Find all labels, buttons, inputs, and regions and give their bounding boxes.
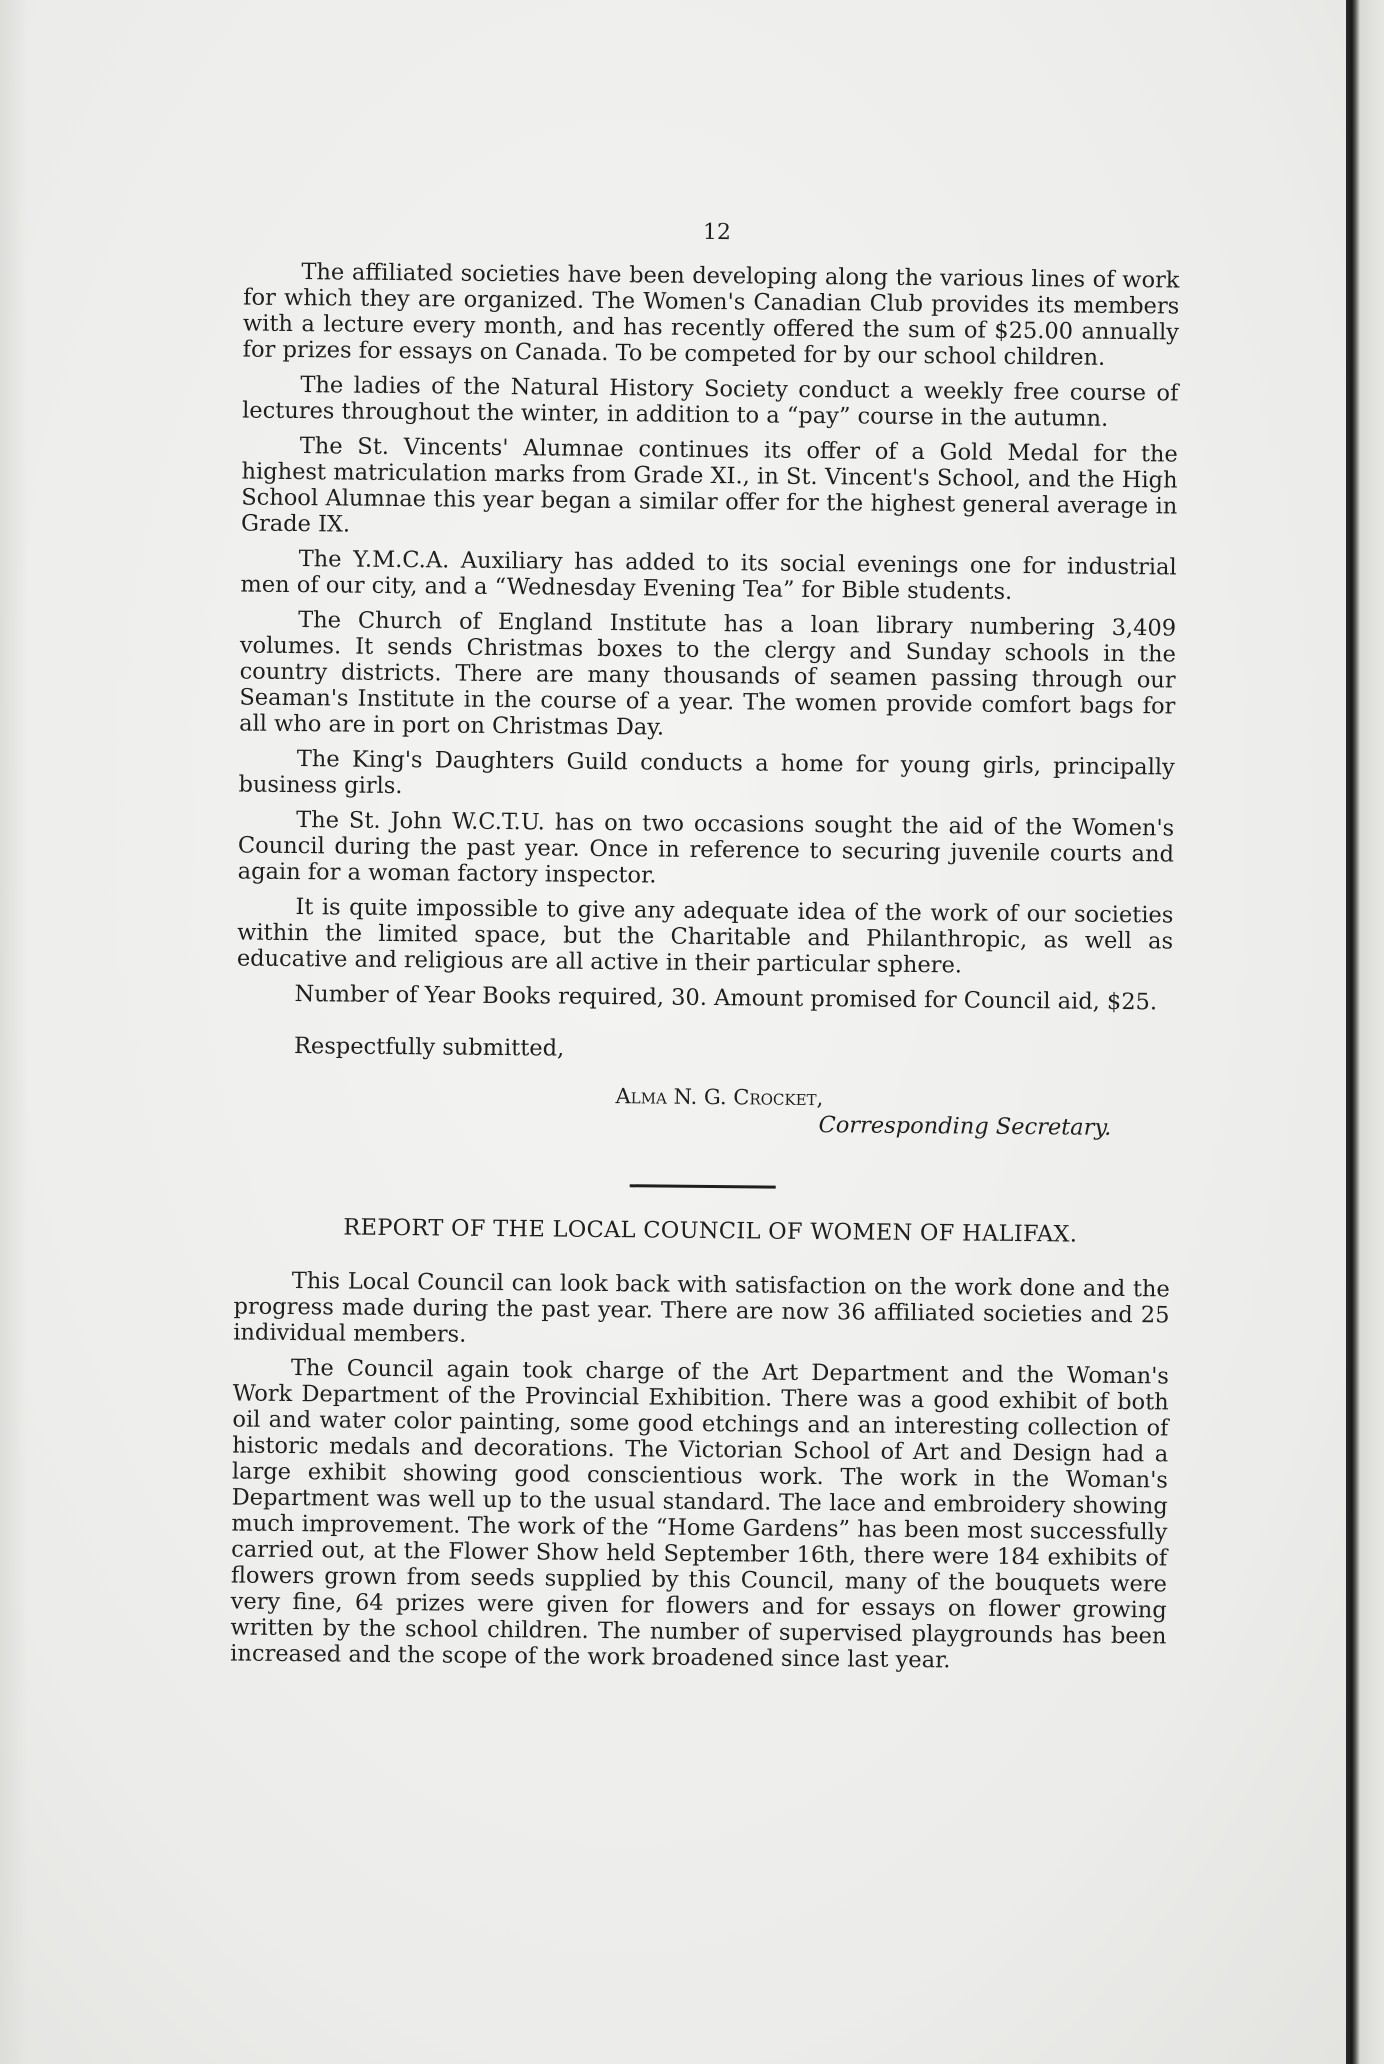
section-divider (630, 1184, 776, 1188)
book-spine-edge (1346, 0, 1384, 2064)
page-content (230, 216, 1180, 1685)
page-left-edge (0, 0, 28, 2064)
signature-title: Corresponding Secretary. (818, 1112, 1112, 1141)
signature-name: Alma N. G. Crocket, (615, 1084, 824, 1111)
paragraph-kings-daughters-guild: The King's Daughters Guild conducts a home for young girls, principally business girls. (238, 746, 1175, 800)
paragraph-wctu: The St. John W.C.T.U. has on two occasions sought the aid of the Women's Council during the past year. Once in reference to securing juvenile courts and again for a woman factory inspector. (237, 807, 1175, 889)
page-number: 12 (702, 219, 731, 246)
paragraph-church-of-england-institute: The Church of England Institute has a loan library numbering 3,409 volumes. It sends Christmas boxes to the clergy and Sunday schools in the country districts. There are many thousands of seamen passing through our Seaman's Institute in the course of a year. The women provide comfort bags for all who are in port on Christmas Day. (239, 607, 1177, 741)
section-heading: REPORT OF THE LOCAL COUNCIL OF WOMEN OF HALIFAX. (343, 1214, 1078, 1248)
paragraph-year-books: Number of Year Books required, 30. Amount promised for Council aid, $25. (294, 981, 1158, 1016)
paragraph-ymca-auxiliary: The Y.M.C.A. Auxiliary has added to its social evenings one for industrial men of our city, and a “Wednesday Evening Tea” for Bible students. (240, 546, 1177, 605)
paragraph-work-of-societies: It is quite impossible to give any adequate idea of the work of our societies within the limited space, but the Charitable and Philanthropic, as well as educative and religious are all active in their particular sphere. (236, 894, 1174, 979)
paragraph-provincial-exhibition: The Council again took charge of the Art Department and the Woman's Work Department of the Provincial Exhibition. There was a good exhibit of both oil and water color painting, some good etchings and an interesting collection of historic medals and decorations. The Victorian School of Art and Design had a large exhibit showing good conscientious work. The work in the Woman's Department was well up to the usual standard. The lace and embroidery showing much improvement. The work of the “Home Gardens” has been most successfully carried out, at the Flower Show held September 16th, there were 184 exhibits of flowers grown from seeds supplied by this Council, many of the bouquets were very fine, 64 prizes were given for flowers and for essays on flower growing written by the school children. The number of supervised playgrounds has been increased and the scope of the work broadened since last year. (230, 1355, 1170, 1674)
paragraph-natural-history-society: The ladies of the Natural History Society conduct a weekly free course of lectures throughout the winter, in addition to a “pay” course in the autumn. (242, 372, 1179, 432)
paragraph-st-vincents-alumnae: The St. Vincents' Alumnae continues its offer of a Gold Medal for the highest matriculation marks from Grade XI., in St. Vincent's School, and the High School Alumnae this year began a similar offer for the highest general average in Grade IX. (240, 433, 1178, 538)
paragraph-halifax-council: This Local Council can look back with satisfaction on the work done and the progress made during the past year. There are now 36 affiliated societies and 25 individual members. (233, 1268, 1170, 1348)
paragraph-affiliated-societies: The affiliated societies have been developing along the various lines of work for which they are organized. The Women's Canadian Club provides its members with a lecture every month, and has recently offered the sum of $25.00 annually for prizes for essays on Canada. To be competed for by our school children. (242, 259, 1180, 371)
closing-line: Respectfully submitted, (293, 1033, 565, 1062)
